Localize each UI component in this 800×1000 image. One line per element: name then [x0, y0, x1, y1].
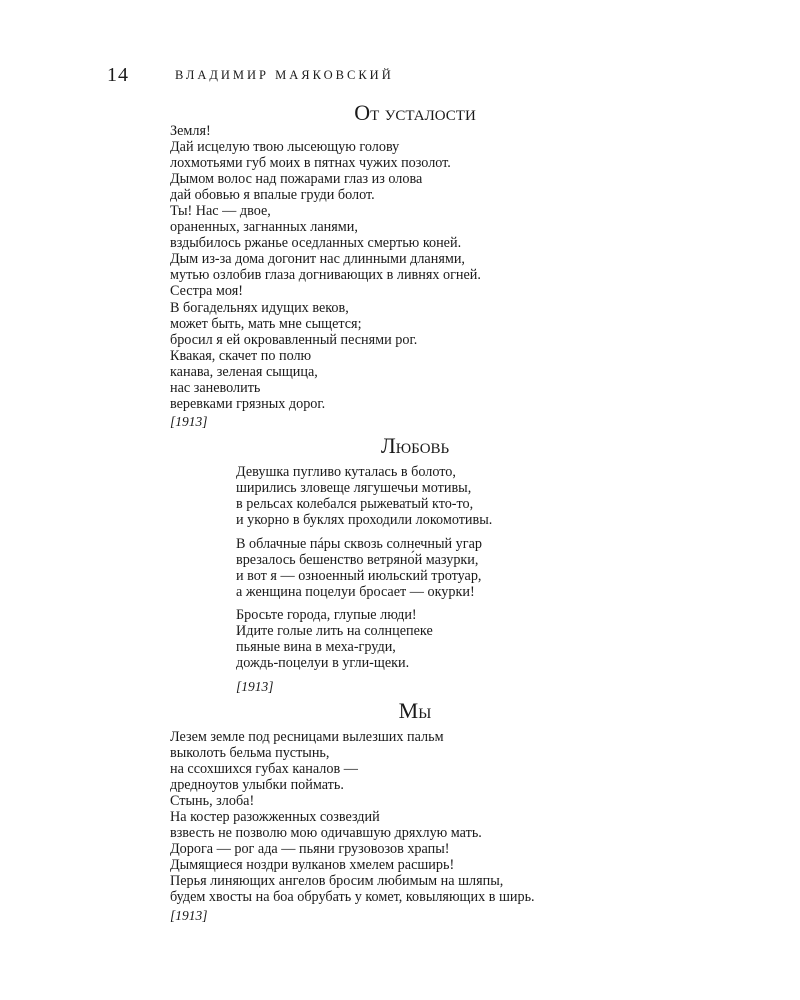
- poem-line: Стынь, злоба!: [170, 793, 255, 810]
- poem-line: Дымом волос над пожарами глаз из олова: [170, 171, 423, 188]
- poem-line: Лезем земле под ресницами вылезших пальм: [170, 729, 444, 745]
- poem-line: Земля!: [170, 123, 211, 139]
- poem-line: Ты! Нас — двое,: [170, 203, 271, 220]
- poem-line: а женщина поцелуи бросает — окурки!: [236, 584, 475, 601]
- poem-line: Дорога — рог ада — пьяни грузовозов храпы!: [170, 841, 450, 858]
- poem-line: На костер разожженных созвездий: [170, 809, 380, 826]
- poem-line: Бросьте города, глупые люди!: [236, 607, 417, 623]
- poem-line: и укорно в буклях проходили локомотивы.: [236, 512, 493, 529]
- poem-line: Дымящиеся ноздри вулканов хмелем расширь!: [170, 857, 455, 874]
- poem-line: дождь-поцелуи в угли-щеки.: [236, 655, 410, 672]
- poem-line: ораненных, загнанных ланями,: [170, 219, 358, 236]
- poem-line: нас заневолить: [170, 379, 261, 396]
- poem-line: Сестра моя!: [170, 283, 243, 300]
- poem-line: будем хвосты на боа обрубать у комет, ковыляющих в ширь.: [170, 889, 535, 906]
- poem-line: лохмотьями губ моих в пятнах чужих позолот.: [170, 155, 451, 172]
- poem-line: в рельсах колебался рыжеватый кто-то,: [236, 496, 474, 513]
- poem-line: мутью озлобив глаза догнивающих в ливнях огней.: [170, 267, 481, 284]
- poem-line: на ссохшихся губах каналов —: [170, 761, 358, 778]
- poem-line: и вот я — озноенный июльский тротуар,: [236, 568, 482, 585]
- poem-title: Любовь: [380, 433, 450, 458]
- poem-stanza: [236, 464, 492, 528]
- poem-stanza: [236, 607, 433, 671]
- poem-date: [1913]: [170, 414, 208, 429]
- poem-body: [170, 123, 481, 412]
- poem-line: врезалось бешенство ветряно́й мазурки,: [236, 552, 479, 569]
- poem-line: может быть, мать мне сыщется;: [170, 315, 362, 332]
- poem-date: [1913]: [170, 908, 208, 923]
- poem-line: Дай исцелую твою лысеющую голову: [170, 139, 400, 156]
- poem-line: Перья линяющих ангелов бросим любимым на шляпы,: [170, 873, 504, 890]
- poem-line: дредноутов улыбки поймать.: [170, 777, 344, 794]
- poem-line: Квакая, скачет по полю: [170, 347, 312, 364]
- poem-line: дай обовью я впалые груди болот.: [170, 187, 375, 204]
- poem-line: канава, зеленая сыщица,: [170, 363, 318, 380]
- page-number: 14: [107, 64, 129, 86]
- poem-line: выколоть бельма пустынь,: [170, 745, 330, 762]
- poem-line: В богадельнях идущих веков,: [170, 299, 349, 316]
- poem-line: В облачные пáры сквозь солнечный угар: [236, 536, 482, 552]
- poem-line: ширились зловеще лягушечьи мотивы,: [236, 480, 472, 497]
- poem-title: Мы: [398, 698, 432, 723]
- poem-line: Идите голые лить на солнцепеке: [236, 623, 433, 640]
- poem-body: [170, 729, 535, 906]
- running-head: ВЛАДИМИР МАЯКОВСКИЙ: [175, 68, 394, 82]
- poem-line: вздыбилось ржанье оседланных смертью коней.: [170, 235, 462, 252]
- poem-line: бросил я ей окровавленный песнями рог.: [170, 331, 418, 348]
- poem-stanza: [236, 536, 482, 600]
- poem-date: [1913]: [236, 679, 274, 694]
- poem-line: Дым из-за дома догонит нас длинными дланями,: [170, 251, 465, 268]
- poem-line: взвесть не позволю мою одичавшую дряхлую мать.: [170, 825, 482, 842]
- poem-line: Девушка пугливо куталась в болото,: [236, 464, 456, 480]
- poem-line: веревками грязных дорог.: [170, 395, 326, 412]
- poem-line: пьяные вина в меха-груди,: [236, 639, 396, 656]
- poem-title: От усталости: [354, 100, 476, 125]
